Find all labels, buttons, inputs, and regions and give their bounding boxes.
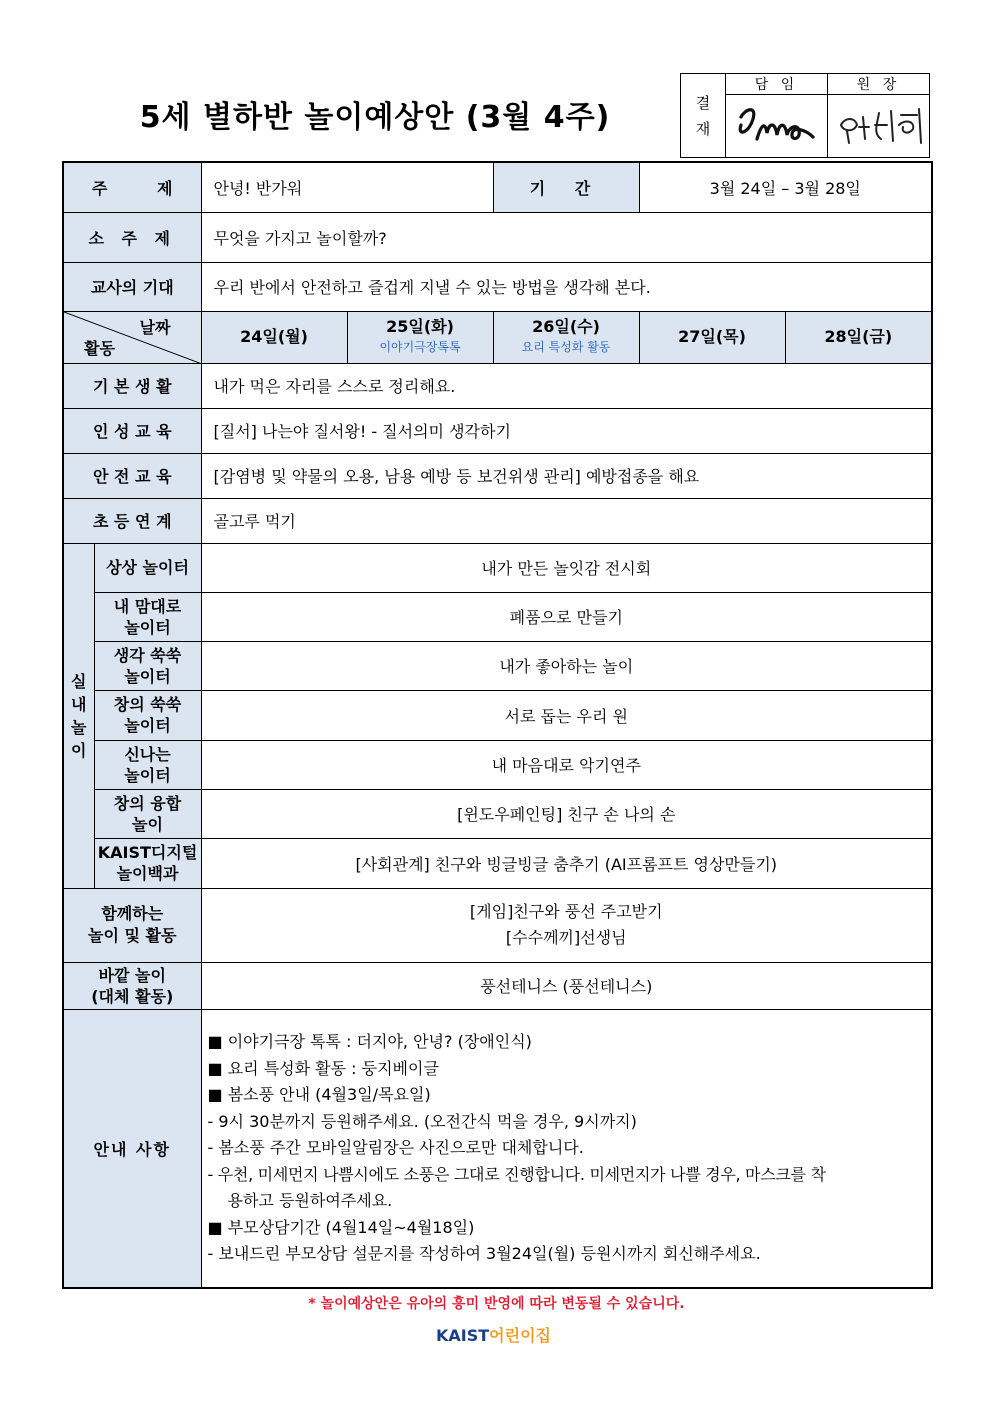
- day-fri-label: 28일(금): [824, 327, 893, 346]
- indoor-label-1-text: 내 맘대로 놀이터: [113, 596, 182, 637]
- notice-line-2: ■ 봄소풍 안내 (4월3일/목요일): [207, 1085, 431, 1104]
- indoor-value-5: [윈도우페인팅] 친구 손 나의 손: [201, 789, 932, 838]
- notice-line-6: 용하고 등원하여주세요.: [227, 1191, 393, 1210]
- director-signature: [828, 95, 930, 158]
- kaist-kindergarten-logo: [436, 1323, 551, 1346]
- character-edu-value: [질서] 나는야 질서왕! - 질서의미 생각하기: [201, 408, 932, 453]
- day-thu: [639, 311, 785, 363]
- period-label-text: 기 간: [529, 178, 603, 198]
- approval-side-label: [681, 74, 726, 158]
- day-fri: [785, 311, 932, 363]
- day-tue-label: 25일(화): [386, 317, 454, 336]
- approval-side-text: 결 재: [695, 93, 711, 138]
- indoor-value-0: 내가 만든 놀잇감 전시회: [201, 543, 932, 592]
- period-label: [493, 162, 639, 212]
- teacher-signature-icon: [727, 95, 827, 153]
- subtheme-label: 소 주 제: [63, 212, 201, 262]
- day-wed-sub: 요리 특성화 활동: [521, 340, 611, 354]
- indoor-value-4: 내 마음대로 악기연주: [201, 740, 932, 789]
- day-mon-label: 24일(월): [240, 327, 308, 346]
- notice-line-3: - 9시 30분까지 등원해주세요. (오전간식 먹을 경우, 9시까지): [207, 1111, 637, 1131]
- footer-note: * 놀이예상안은 유아의 흥미 반영에 따라 변동될 수 있습니다.: [308, 1296, 685, 1312]
- outdoor-label-text: 바깥 놀이 (대체 활동): [91, 965, 174, 1006]
- teacher-expectation-label: 교사의 기대: [63, 262, 201, 311]
- basic-life-value: 내가 먹은 자리를 스스로 정리해요.: [201, 363, 932, 408]
- indoor-label-0: [94, 543, 201, 592]
- approval-box: [680, 73, 930, 158]
- notice-line-1: ■ 요리 특성화 활동 : 둥지베이글: [207, 1058, 439, 1078]
- date-activity-header: [63, 311, 201, 363]
- elementary-link-value: 골고루 먹기: [201, 498, 932, 543]
- indoor-label-6: [94, 838, 201, 888]
- basic-life-label: 기 본 생 활: [63, 363, 201, 408]
- day-tue-sub: 이야기극장톡톡: [379, 340, 461, 354]
- notice-line-5: - 우천, 미세먼지 나쁨시에도 소풍은 그대로 진행합니다. 미세먼지가 나쁠 경우, 마스크를 착: [207, 1164, 826, 1184]
- notice-line-0: ■ 이야기극장 톡톡 : 더지야, 안녕? (장애인식): [207, 1032, 532, 1051]
- indoor-value-3: 서로 돕는 우리 원: [201, 690, 932, 740]
- safety-edu-label: 안 전 교 육: [63, 453, 201, 498]
- approval-teacher-header: 담 임: [726, 74, 828, 95]
- indoor-label-2-text: 생각 쑥쑥 놀이터: [113, 645, 182, 686]
- date-label: 날짜: [139, 317, 171, 337]
- elementary-link-label: 초 등 연 계: [63, 498, 201, 543]
- notice-line-8: - 보내드린 부모상담 설문지를 작성하여 3월24일(월) 등원시까지 회신해주세요.: [207, 1244, 761, 1263]
- notice-line-4: - 봄소풍 주간 모바일알림장은 사진으로만 대체합니다.: [207, 1138, 584, 1157]
- director-signature-icon: [829, 95, 929, 153]
- indoor-label-4: [94, 740, 201, 789]
- indoor-label-3: [94, 690, 201, 740]
- page-title: 5세 별하반 놀이예상안 (3월 4주): [139, 100, 611, 135]
- teacher-signature: [726, 95, 828, 158]
- indoor-label-0-text: 상상 놀이터: [106, 558, 189, 577]
- day-tue: [347, 311, 493, 363]
- character-edu-label: 인 성 교 육: [63, 408, 201, 453]
- day-wed: [493, 311, 639, 363]
- day-wed-label: 26일(수): [532, 317, 600, 336]
- outdoor-label: [63, 962, 201, 1009]
- subtheme-value: 무엇을 가지고 놀이할까?: [201, 212, 932, 262]
- indoor-label-1: [94, 592, 201, 641]
- indoor-label-3-text: 창의 쑥쑥 놀이터: [113, 695, 182, 735]
- indoor-label-5: [94, 789, 201, 838]
- indoor-label-5-text: 창의 융합 놀이: [113, 793, 182, 834]
- together-value-2: [수수께끼]선생님: [505, 928, 627, 947]
- day-mon: [201, 311, 347, 363]
- together-label: [63, 888, 201, 962]
- indoor-label-2: [94, 641, 201, 690]
- together-label-text: 함께하는 놀이 및 활동: [88, 904, 177, 945]
- indoor-label-6-text: KAIST디지털 놀이백과: [97, 843, 198, 883]
- period-value: 3월 24일 – 3월 28일: [639, 162, 932, 212]
- indoor-play-label-text: 실 내 놀 이: [71, 671, 87, 760]
- outdoor-value: 풍선테니스 (풍선테니스): [201, 962, 932, 1009]
- indoor-value-6: [사회관계] 친구와 빙글빙글 춤추기 (AI프롬프트 영상만들기): [201, 838, 932, 888]
- indoor-play-label: [63, 543, 94, 888]
- theme-label-text: 주 제: [92, 178, 195, 198]
- activity-label: 활동: [84, 338, 115, 358]
- theme-value: 안녕! 반가워: [201, 162, 493, 212]
- notice-line-7: ■ 부모상담기간 (4월14일~4월18일): [207, 1217, 475, 1237]
- logo-part2: 어린이집: [489, 1326, 551, 1345]
- indoor-value-2: 내가 좋아하는 놀이: [201, 641, 932, 690]
- together-value: [201, 888, 932, 962]
- indoor-label-4-text: 신나는 놀이터: [124, 744, 171, 785]
- day-thu-label: 27일(목): [678, 327, 746, 346]
- indoor-value-1: 폐품으로 만들기: [201, 592, 932, 641]
- notice-label: 안내 사항: [63, 1009, 201, 1288]
- theme-label: [63, 162, 201, 212]
- safety-edu-value: [감염병 및 약물의 오용, 남용 예방 등 보건위생 관리] 예방접종을 해요: [201, 453, 932, 498]
- together-value-1: [게임]친구와 풍선 주고받기: [469, 902, 663, 921]
- plan-table: [62, 161, 933, 1289]
- teacher-expectation-value: 우리 반에서 안전하고 즐겁게 지낼 수 있는 방법을 생각해 본다.: [201, 262, 932, 311]
- approval-director-header: 원 장: [828, 74, 930, 95]
- notice-content: [201, 1009, 932, 1288]
- logo-part1: KAIST: [436, 1326, 490, 1345]
